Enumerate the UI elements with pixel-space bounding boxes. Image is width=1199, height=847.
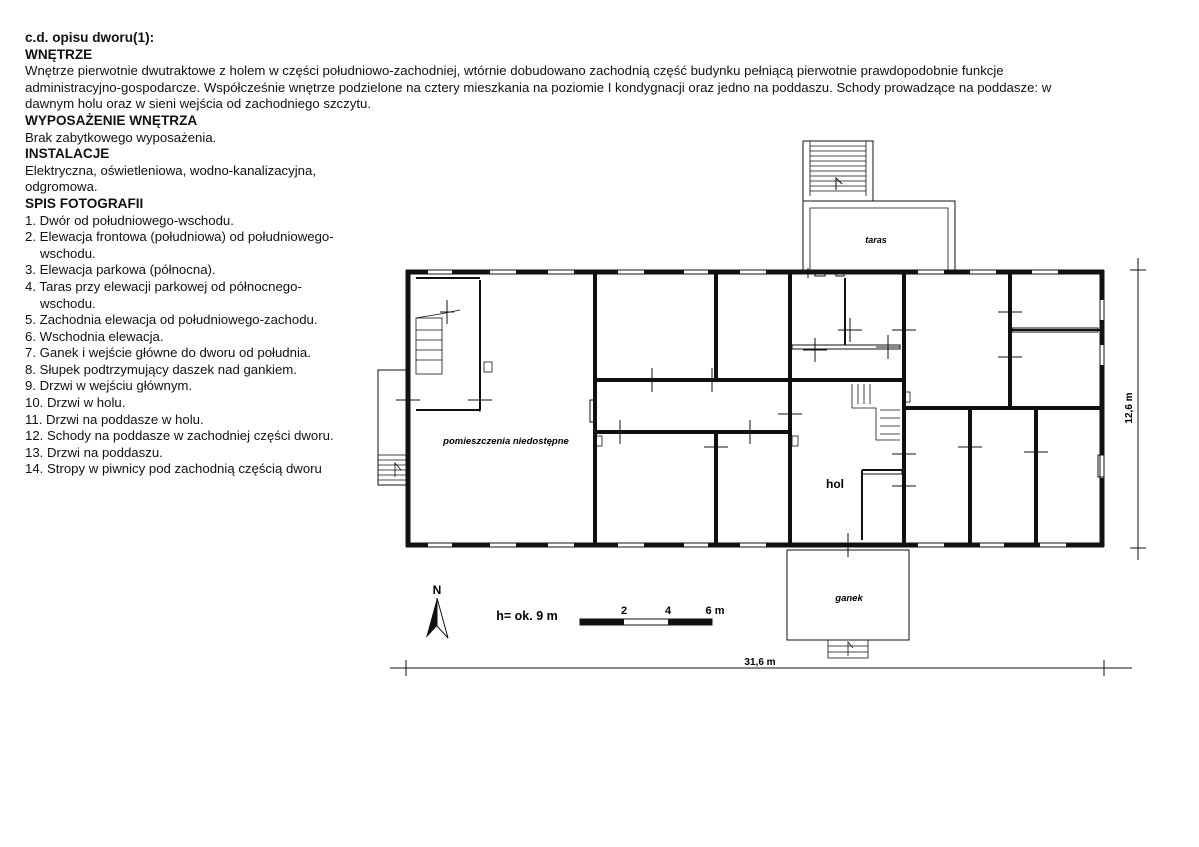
list-item: 4. Taras przy elewacji parkowej od północnego- wschodu. bbox=[25, 278, 302, 311]
depth-dimension-label: 12,6 m bbox=[1124, 392, 1135, 424]
list-item: 14. Stropy w piwnicy pod zachodnią częścią dworu bbox=[25, 461, 322, 477]
height-label: h= ok. 9 m bbox=[496, 609, 558, 623]
list-item: 10. Drzwi w holu. bbox=[25, 395, 126, 411]
list-item: 9. Drzwi w wejściu głównym. bbox=[25, 378, 193, 394]
list-item: 3. Elewacja parkowa (północna). bbox=[25, 262, 216, 278]
width-dimension-label: 31,6 m bbox=[744, 657, 776, 668]
instalacje-line-2: odgromowa. bbox=[25, 179, 98, 195]
north-arrow-icon bbox=[426, 583, 448, 638]
instalacje-line-1: Elektryczna, oświetleniowa, wodno-kanalizacyjna, bbox=[25, 162, 317, 178]
heading-spis-fotografii: SPIS FOTOGRAFII bbox=[25, 195, 144, 211]
list-item: 5. Zachodnia elewacja od południowego-zachodu. bbox=[25, 312, 318, 328]
list-item: 7. Ganek i wejście główne do dworu od południa. bbox=[25, 345, 311, 361]
heading-instalacje: INSTALACJE bbox=[25, 146, 110, 162]
list-item: 1. Dwór od południowego-wschodu. bbox=[25, 212, 234, 228]
north-label: N bbox=[432, 583, 442, 597]
scale-label-4: 4 bbox=[664, 605, 672, 617]
list-item: 8. Słupek podtrzymujący daszek nad gankiem. bbox=[25, 361, 297, 377]
list-item: 2. Elewacja frontowa (południowa) od południowego- wschodu. bbox=[25, 229, 334, 261]
inaccessible-rooms-label: pomieszczenia niedostępne bbox=[443, 436, 569, 447]
heading-wyposazenie: WYPOSAŻENIE WNĘTRZA bbox=[25, 112, 198, 128]
porch-label: ganek bbox=[835, 593, 863, 604]
list-item: 12. Schody na poddasze w zachodniej części dworu. bbox=[25, 428, 334, 444]
list-item: 6. Wschodnia elewacja. bbox=[25, 328, 164, 344]
wyposazenie-text: Brak zabytkowego wyposażenia. bbox=[25, 129, 217, 145]
scale-label-6: 6 m bbox=[705, 605, 725, 617]
list-item: 11. Drzwi na poddasze w holu. bbox=[25, 411, 204, 427]
scale-bar bbox=[580, 605, 725, 625]
wnetrze-line-1: Wnętrze pierwotnie dwutraktowe z holem w części południowo-zachodniej, wtórnie dobudowano zachodnią część budynku pełniącą pierwotnie prawdopodobnie funkcje bbox=[25, 63, 1004, 79]
wnetrze-line-3: dawnym holu oraz w sieni wejścia od zachodniego szczytu. bbox=[25, 96, 371, 112]
page-title: c.d. opisu dworu(1): bbox=[25, 30, 155, 45]
heading-wnetrze: WNĘTRZE bbox=[25, 46, 93, 62]
hall-label: hol bbox=[826, 477, 844, 491]
scale-label-2: 2 bbox=[620, 605, 628, 617]
terrace-label: taras bbox=[865, 235, 887, 245]
wnetrze-line-2: administracyjno-gospodarcze. Współcześnie wnętrze podzielone na cztery mieszkania na poziomie I kondygnacji oraz jedno na poddaszu. Schody prowadzące na poddasze: w bbox=[25, 79, 1052, 95]
list-item: 13. Drzwi na poddaszu. bbox=[25, 444, 163, 460]
